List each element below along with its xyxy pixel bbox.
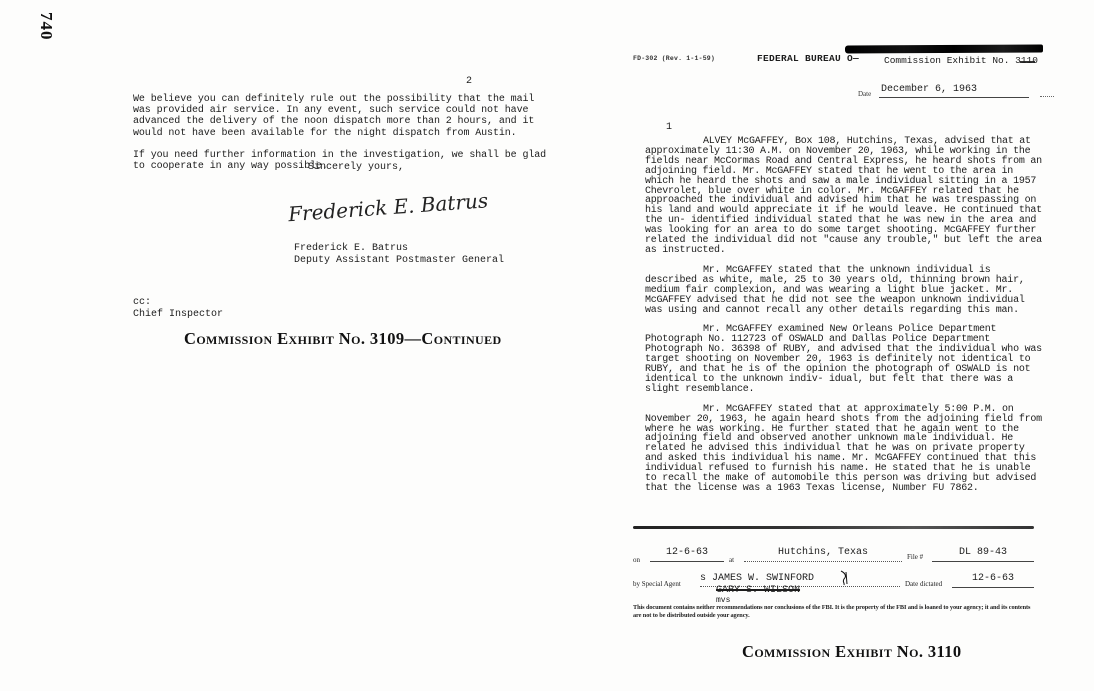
bureau-header: FEDERAL BUREAU O— bbox=[757, 53, 860, 64]
redaction-bar-icon bbox=[845, 44, 1043, 53]
signer-block bbox=[294, 243, 504, 266]
exhibit-header-stamp: Commission Exhibit No. 3110 bbox=[884, 55, 1038, 66]
report-paragraph: Mr. McGAFFEY stated that at approximately 5:00 P.M. on November 20, 1963, he again heard shots from the adjoining field from where he was working. He further stated that he again went to the adjoining field and observed another unknown male individual. He related he advised this individual that he was on private property and asked this individual his name. Mr. McGAFFEY continued that this individual refused to furnish his name. He stated that he is unable to recall the make of automobile this person was driving but advised that the license was a 1963 Texas license, Number FU 7862. bbox=[645, 403, 1042, 494]
date-dictated-label: Date dictated bbox=[905, 580, 943, 588]
footer-divider-rule bbox=[633, 526, 1034, 529]
signer-name: Frederick E. Batrus bbox=[294, 243, 409, 254]
on-label: on bbox=[633, 556, 640, 564]
exhibit-caption-3110: Commission Exhibit No. 3110 bbox=[742, 642, 962, 661]
handwritten-mark-icon bbox=[838, 570, 850, 591]
typist-initials: mvs bbox=[716, 596, 731, 605]
interview-location-value: Hutchins, Texas bbox=[744, 547, 902, 562]
signer-title: Deputy Assistant Postmaster General bbox=[294, 254, 505, 266]
file-number-value: DL 89-43 bbox=[932, 547, 1034, 562]
date-value: December 6, 1963 bbox=[879, 84, 1029, 98]
interview-date-value: 12-6-63 bbox=[650, 547, 724, 562]
letter-paragraph: We believe you can definitely rule out the possibility that the mail was provided air service. In any event, such service could not have advanced the delivery of the noon dispatch more than 2 hours, and it would not have been available for the night dispatch from Austin. bbox=[133, 94, 535, 139]
agent-name-2-struck: GARY S. WILSON bbox=[716, 585, 801, 596]
date-underline-tail bbox=[1040, 96, 1054, 97]
cc-block bbox=[133, 297, 223, 320]
report-paragraph: Mr. McGAFFEY examined New Orleans Police Department Photograph No. 112723 of OSWALD and Dallas Police Department Photograph No. 36398 of RUBY, and advised that the individual who was target shooting on November 20, 1963 is definitely not identical to RUBY, and that he is of the opinion the photograph of OSWALD is not identical to the unknown indiv- idual, but felt that there was a slight resemblance. bbox=[645, 324, 1042, 395]
form-number: FD-302 (Rev. 1-1-59) bbox=[633, 55, 716, 62]
form-disclaimer: This document contains neither recommendations nor conclusions of the FBI. It is the property of the FBI and is loaned to your agency; it and its contents are not to be distributed outside your agency. bbox=[633, 604, 1031, 619]
signature-handwritten: Frederick E. Batrus bbox=[287, 188, 489, 227]
date-dictated-value: 12-6-63 bbox=[952, 573, 1034, 588]
exhibit-caption-3109: Commission Exhibit No. 3109—Continued bbox=[184, 329, 502, 348]
cc-name: Chief Inspector bbox=[133, 308, 224, 320]
special-agent-label: by Special Agent bbox=[633, 580, 681, 588]
file-number-label: File # bbox=[907, 553, 924, 561]
letter-paragraph: If you need further information in the investigation, we shall be glad to cooperate in any way possible. bbox=[133, 149, 547, 173]
report-paragraph: ALVEY McGAFFEY, Box 108, Hutchins, Texas, advised that at approximately 11:30 A.M. on November 20, 1963, while working in the fields near McCormas Road and Central Express, he heard shots from an adjoining field. Mr. McGAFFEY stated that he went to the area in which he heard the shots and saw a male individual sitting in a 1957 Chevrolet, blue over white in color. Mr. McGAFFEY related that he approached the individual and advised him that he was trespassing on his land and would appreciate it if he would leave. He continued that the un- identified individual stated that he was new in the area and was looking for an area to do some target shooting. McGAFFEY further related the individual did not "cause any trouble," but left the area as instructed. bbox=[645, 136, 1042, 256]
left-page-number: 2 bbox=[466, 76, 473, 87]
agent-name-1: JAMES W. SWINFORD bbox=[712, 573, 815, 584]
at-label: at bbox=[729, 556, 735, 564]
report-paragraph: Mr. McGAFFEY stated that the unknown individual is described as white, male, 25 to 30 years old, thinning brown hair, medium fair complexion, and was wearing a light blue jacket. Mr. McGAFFEY advised that he did not see the weapon unknown individual was using and cannot recall any other details regarding this man. bbox=[645, 264, 1025, 316]
report-body bbox=[645, 137, 1045, 504]
agent-prefix: s bbox=[700, 573, 707, 584]
cc-label: cc: bbox=[133, 297, 152, 308]
letter-closing: Sincerely yours, bbox=[308, 162, 405, 173]
folio-page-number: 740 bbox=[37, 12, 56, 41]
date-label: Date bbox=[858, 90, 872, 98]
report-page-number: 1 bbox=[666, 122, 673, 133]
